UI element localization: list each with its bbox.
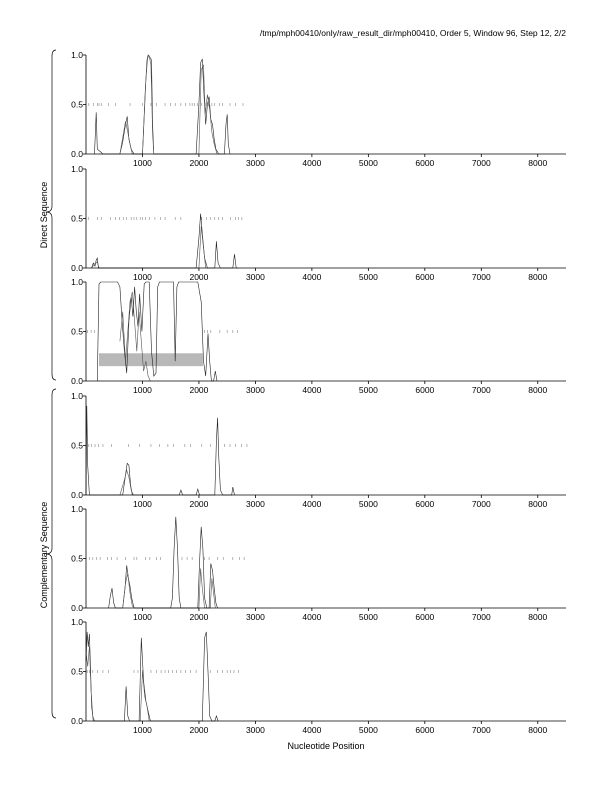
x-tick-label: 5000 <box>358 612 378 622</box>
y-tick-label: 0.0 <box>71 490 83 500</box>
y-tick-label: 1.0 <box>71 617 83 627</box>
x-tick-label: 7000 <box>471 725 491 735</box>
series-line <box>86 647 149 721</box>
x-tick-label: 1000 <box>133 725 152 735</box>
y-tick-label: 1.0 <box>71 504 83 514</box>
x-tick-label: 3000 <box>245 158 265 168</box>
x-tick-label: 1000 <box>133 612 152 622</box>
y-tick-label: 1.0 <box>71 164 83 174</box>
x-tick-label: 4000 <box>302 612 322 622</box>
series-line <box>95 55 231 154</box>
series-line <box>92 214 239 268</box>
x-tick-label: 8000 <box>528 385 548 395</box>
x-tick-label: 7000 <box>471 499 491 509</box>
x-tick-label: 6000 <box>415 499 435 509</box>
x-tick-label: 1000 <box>133 272 152 282</box>
x-tick-label: 1000 <box>133 385 152 395</box>
x-tick-label: 6000 <box>415 385 435 395</box>
x-tick-label: 6000 <box>415 725 435 735</box>
x-tick-label: 4000 <box>302 385 322 395</box>
complementary-group-label: Complementary Sequence <box>39 501 49 609</box>
x-tick-label: 5000 <box>358 272 378 282</box>
x-tick-label: 2000 <box>189 385 209 395</box>
x-tick-label: 4000 <box>302 158 322 168</box>
x-tick-label: 8000 <box>528 725 548 735</box>
y-tick-label: 0.0 <box>71 376 83 386</box>
series-line <box>86 632 218 721</box>
x-tick-label: 2000 <box>189 725 209 735</box>
series-line <box>120 56 217 154</box>
panel-6 <box>71 617 566 735</box>
series-line <box>120 292 150 381</box>
x-tick-label: 8000 <box>528 612 548 622</box>
y-tick-label: 0.5 <box>71 99 83 110</box>
series-line <box>109 517 218 608</box>
x-tick-label: 6000 <box>415 612 435 622</box>
series-line <box>123 568 216 608</box>
x-tick-label: 3000 <box>245 499 265 509</box>
x-tick-label: 1000 <box>133 499 152 509</box>
y-tick-label: 1.0 <box>71 391 83 401</box>
x-tick-label: 8000 <box>528 272 548 282</box>
panel-4 <box>71 391 566 509</box>
x-tick-label: 4000 <box>302 725 322 735</box>
y-tick-label: 1.0 <box>71 50 83 60</box>
x-tick-label: 5000 <box>358 158 378 168</box>
shaded-band <box>99 353 203 366</box>
panel-2 <box>71 164 566 282</box>
x-axis-title: Nucleotide Position <box>287 741 365 751</box>
x-tick-label: 5000 <box>358 499 378 509</box>
y-tick-label: 0.5 <box>71 553 83 564</box>
x-tick-label: 2000 <box>189 272 209 282</box>
x-tick-label: 3000 <box>245 272 265 282</box>
figure-header: /tmp/mph00410/only/raw_result_dir/mph00410, Order 5, Window 96, Step 12, 2/2 <box>259 28 566 38</box>
x-tick-label: 7000 <box>471 385 491 395</box>
x-tick-label: 6000 <box>415 158 435 168</box>
direct-group-label: Direct Sequence <box>39 181 49 249</box>
x-tick-label: 3000 <box>245 612 265 622</box>
x-tick-label: 7000 <box>471 272 491 282</box>
x-tick-label: 8000 <box>528 158 548 168</box>
x-tick-label: 4000 <box>302 499 322 509</box>
panels <box>71 50 566 735</box>
y-tick-label: 0.0 <box>71 716 83 726</box>
panel-5 <box>71 504 566 622</box>
y-tick-label: 0.5 <box>71 326 83 337</box>
y-tick-label: 0.0 <box>71 149 83 159</box>
x-tick-label: 1000 <box>133 158 152 168</box>
panel-1 <box>71 50 566 168</box>
series-line <box>92 226 206 268</box>
x-tick-label: 2000 <box>189 499 209 509</box>
y-tick-label: 0.0 <box>71 263 83 273</box>
x-tick-label: 7000 <box>471 158 491 168</box>
y-tick-label: 0.5 <box>71 666 83 677</box>
x-tick-label: 2000 <box>189 158 209 168</box>
y-tick-label: 1.0 <box>71 277 83 287</box>
x-tick-label: 6000 <box>415 272 435 282</box>
x-tick-label: 2000 <box>189 612 209 622</box>
x-tick-label: 3000 <box>245 385 265 395</box>
y-tick-label: 0.5 <box>71 440 83 451</box>
x-tick-label: 5000 <box>358 385 378 395</box>
x-tick-label: 8000 <box>528 499 548 509</box>
panel-3 <box>71 277 566 395</box>
x-tick-label: 3000 <box>245 725 265 735</box>
y-tick-label: 0.0 <box>71 603 83 613</box>
y-tick-label: 0.5 <box>71 213 83 224</box>
series-line <box>86 406 235 495</box>
x-tick-label: 7000 <box>471 612 491 622</box>
x-tick-label: 5000 <box>358 725 378 735</box>
x-tick-label: 4000 <box>302 272 322 282</box>
